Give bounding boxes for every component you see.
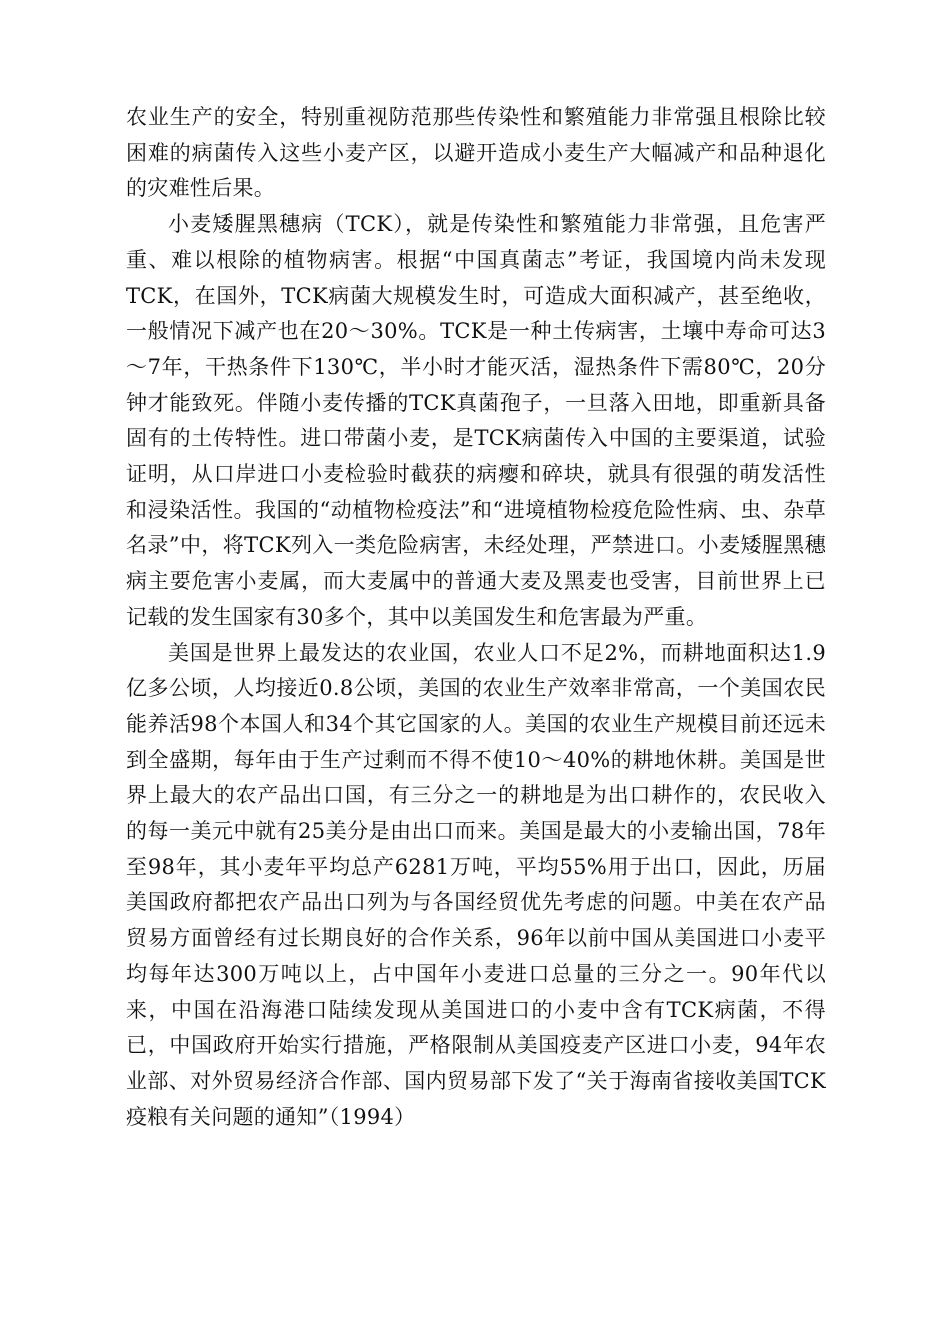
paragraph-2: 小麦矮腥黑穗病（TCK），就是传染性和繁殖能力非常强，且危害严重、难以根除的植物病害。根据“中国真菌志”考证，我国境内尚未发现TCK，在国外，TCK病菌大规模发生时，可造成大面积减产，甚至绝收，一般情况下减产也在20～30%。TCK是一种土传病害，土壤中寿命可达3～7年，干热条件下130℃，半小时才能灭活，湿热条件下需80℃，20分钟才能致死。伴随小麦传播的TCK真菌孢子，一旦落入田地，即重新具备固有的土传特性。进口带菌小麦，是TCK病菌传入中国的主要渠道，试验证明，从口岸进口小麦检验时截获的病瘿和碎块，就具有很强的萌发活性和浸染活性。我国的“动植物检疫法”和“进境植物检疫危险性病、虫、杂草名录”中，将TCK列入一类危险病害，未经处理，严禁进口。小麦矮腥黑穗病主要危害小麦属，而大麦属中的普通大麦及黑麦也受害，目前世界上已记载的发生国家有30多个，其中以美国发生和危害最为严重。 <box>126 212 826 629</box>
paragraph-3: 美国是世界上最发达的农业国，农业人口不足2%，而耕地面积达1.9亿多公顷，人均接近0.8公顷，美国的农业生产效率非常高，一个美国农民能养活98个本国人和34个其它国家的人。美国的农业生产规模目前还远未到全盛期，每年由于生产过剩而不得不使10～40%的耕地休耕。美国是世界上最大的农产品出口国，有三分之一的耕地是为出口耕作的，农民收入的每一美元中就有25美分是由出口而来。美国是最大的小麦输出国，78年至98年，其小麦年平均总产6281万吨，平均55%用于出口，因此，历届美国政府都把农产品出口列为与各国经贸优先考虑的问题。中美在农产品贸易方面曾经有过长期良好的合作关系，96年以前中国从美国进口小麦平均每年达300万吨以上，占中国年小麦进口总量的三分之一。90年代以来，中国在沿海港口陆续发现从美国进口的小麦中含有TCK病菌，不得已，中国政府开始实行措施，严格限制从美国疫麦产区进口小麦，94年农业部、对外贸易经济合作部、国内贸易部下发了“关于海南省接收美国TCK疫粮有关问题的通知”（1994） <box>126 640 826 1129</box>
paragraph-1: 农业生产的安全，特别重视防范那些传染性和繁殖能力非常强且根除比较困难的病菌传入这些小麦产区，以避开造成小麦生产大幅减产和品种退化的灾难性后果。 <box>126 105 826 201</box>
document-body <box>126 100 826 1135</box>
